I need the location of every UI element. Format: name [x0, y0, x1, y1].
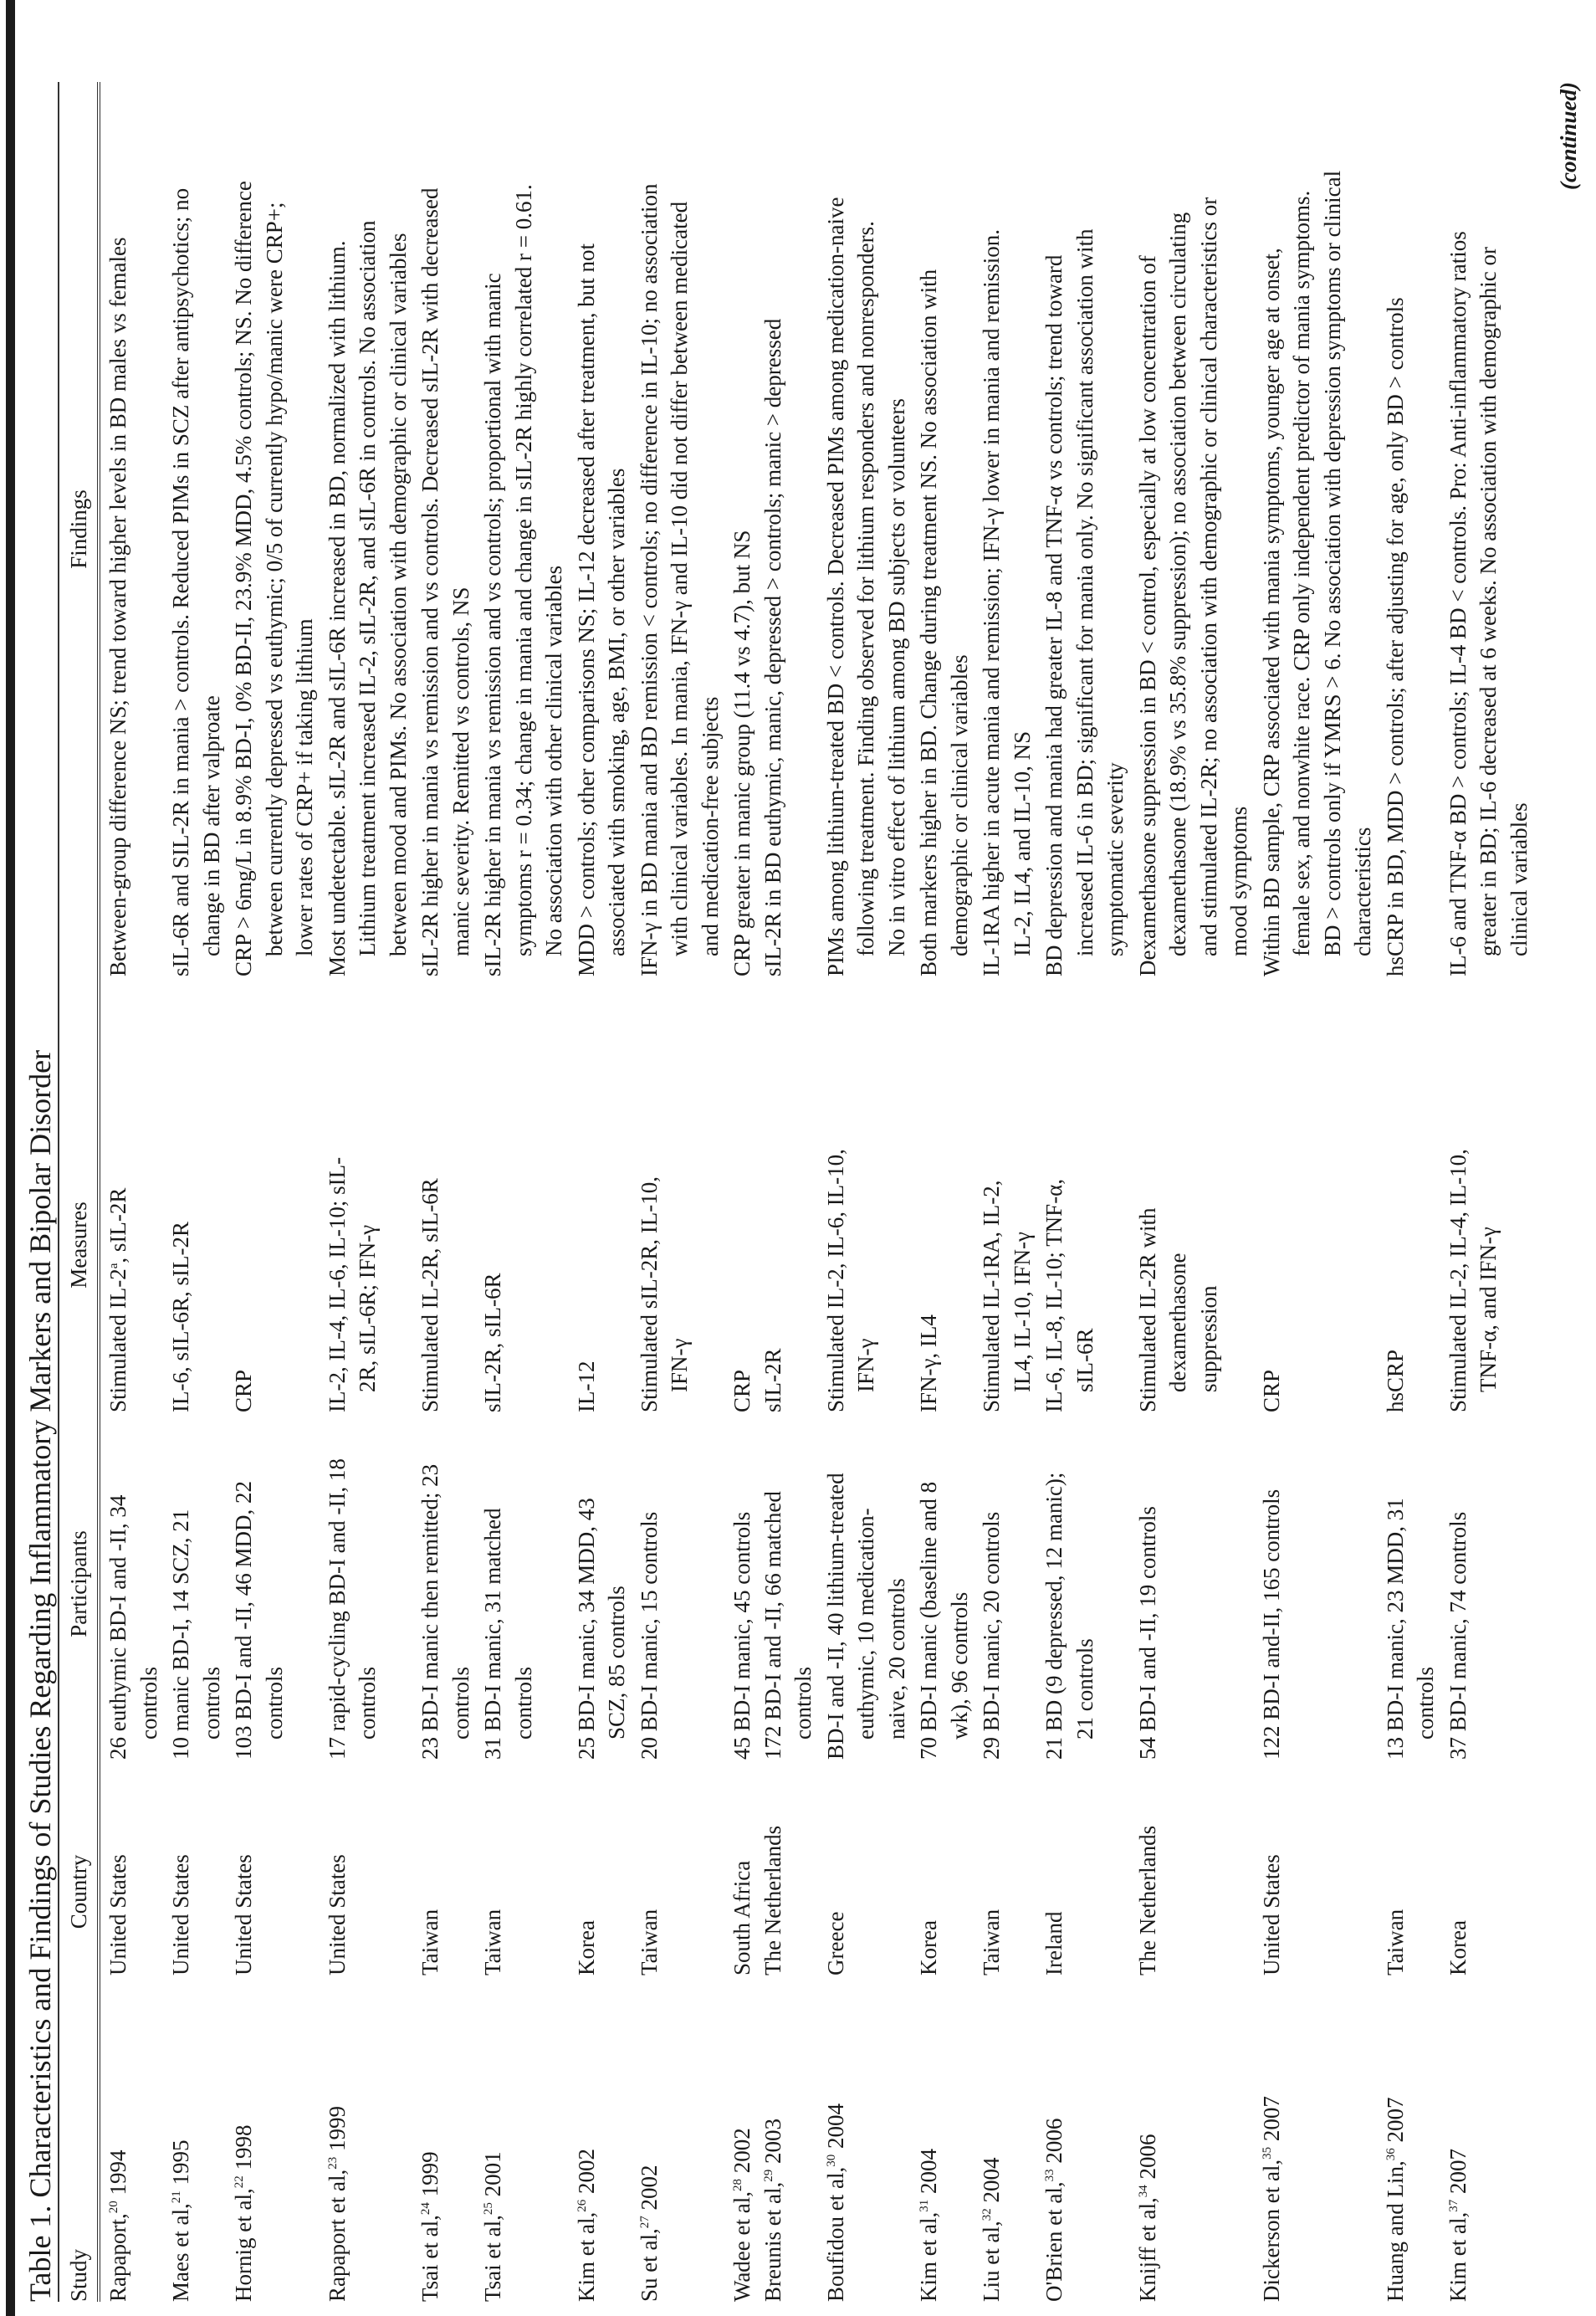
- country-cell: United States: [324, 1854, 350, 1975]
- participants-line: controls: [355, 1667, 380, 1740]
- participants-cell: [228, 1412, 320, 1760]
- participants-line: 37 BD-I manic, 74 controls: [1445, 1511, 1471, 1760]
- findings-cell: [1443, 82, 1535, 976]
- table-row: [1038, 82, 1132, 2302]
- table-row: [820, 82, 913, 2302]
- table-row: [165, 82, 228, 2302]
- country-cell: Taiwan: [417, 1909, 442, 1975]
- findings-line: CRP > 6mg/L in 8.9% BD-I, 0% BD-II, 23.9% MDD, 4.5% controls; NS. No difference: [231, 181, 256, 976]
- measures-line: IL-12: [573, 1360, 599, 1412]
- header-findings: Findings: [66, 489, 91, 569]
- country-cell: The Netherlands: [1134, 1825, 1160, 1975]
- findings-cell: [103, 82, 164, 976]
- findings-line: Within BD sample, CRP associated with mania symptoms, younger age at onset,: [1258, 248, 1284, 976]
- findings-line: characteristics: [1350, 827, 1375, 956]
- table-row: [913, 82, 975, 2302]
- reference-number: 35: [1260, 2146, 1274, 2160]
- country-cell: Korea: [1445, 1920, 1471, 1975]
- findings-line: between currently depressed vs euthymic; 0/5 of currently hypo/manic were CRP+;: [261, 202, 287, 956]
- findings-line: between mood and PIMs. No association with demographic or clinical variables: [385, 233, 411, 956]
- reference-number: 37: [1446, 2199, 1460, 2212]
- measures-line: IFN-γ, IL4: [916, 1314, 941, 1412]
- findings-line: change in BD after valproate: [198, 695, 224, 956]
- header-study: Study: [66, 2248, 91, 2302]
- findings-cell: [1256, 82, 1379, 976]
- findings-line: and medication-free subjects: [697, 696, 723, 956]
- findings-line: sIL-2R higher in mania vs remission and vs controls. Decreased sIL-2R with decreased: [417, 187, 442, 976]
- measures-cell: [1380, 976, 1441, 1412]
- study-cell: Hornig et al,$^{22}$ 1998: [231, 2124, 256, 2302]
- participants-line: 10 manic BD-I, 14 SCZ, 21: [168, 1509, 193, 1760]
- country-cell: Korea: [573, 1920, 599, 1975]
- participants-line: controls: [1413, 1667, 1438, 1740]
- findings-line: Dexamethasone suppression in BD < control, especially at low concentration of: [1134, 255, 1160, 976]
- participants-cell: [571, 1412, 632, 1760]
- participants-cell: [1256, 1412, 1379, 1760]
- findings-line: Between-group difference NS; trend toward higher levels in BD males vs females: [105, 237, 130, 976]
- measures-line: TNF-α, and IFN-γ: [1476, 1227, 1501, 1392]
- table-row: [228, 82, 321, 2302]
- participants-cell: [1039, 1412, 1131, 1760]
- header-country: Country: [66, 1854, 91, 1929]
- country-cell: The Netherlands: [760, 1825, 785, 1975]
- country-cell: South Africa: [729, 1860, 755, 1975]
- measures-cell: [228, 976, 320, 1412]
- study-cell: Kim et al,$^{26}$ 2002: [573, 2149, 599, 2302]
- findings-line: female sex, and nonwhite race. CRP only independent predictor of mania symptoms.: [1289, 190, 1314, 956]
- findings-line: Both markers higher in BD. Change during treatment NS. No association with: [916, 269, 941, 976]
- findings-line: IL-1RA higher in acute mania and remission; IFN-γ lower in mania and remission.: [979, 229, 1004, 976]
- study-cell: Huang and Lin,$^{36}$ 2007: [1382, 2097, 1408, 2302]
- participants-cell: [166, 1412, 227, 1760]
- participants-cell: [415, 1412, 476, 1760]
- participants-line: 45 BD-I manic, 45 controls: [729, 1511, 755, 1760]
- measures-cell: [913, 976, 974, 1412]
- measures-cell: [727, 976, 758, 1412]
- reference-number: 21: [170, 2190, 183, 2204]
- measures-cell: [821, 976, 913, 1412]
- measures-line: Stimulated IL-2R, sIL-6R: [417, 1178, 442, 1412]
- findings-cell: [415, 82, 476, 976]
- participants-line: controls: [136, 1667, 161, 1740]
- participants-line: controls: [790, 1667, 816, 1740]
- measures-line: suppression: [1195, 1285, 1221, 1392]
- participants-line: controls: [448, 1667, 473, 1740]
- participants-line: 17 rapid-cycling BD-I and -II, 18: [324, 1458, 350, 1760]
- study-cell: Breunis et al,$^{29}$ 2003: [760, 2119, 785, 2302]
- measures-line: IL-2, IL-4, IL-6, IL-10; sIL-: [324, 1156, 350, 1412]
- participants-line: 21 controls: [1072, 1638, 1097, 1740]
- findings-line: with clinical variables. In mania, IFN-γ and IL-10 did not differ between medicated: [667, 201, 692, 956]
- findings-line: sIL-6R and SIL-2R in mania > controls. Reduced PIMs in SCZ after antipsychotics; no: [168, 187, 193, 976]
- reference-number: 30: [824, 2154, 838, 2167]
- participants-line: controls: [261, 1667, 287, 1740]
- participants-line: euthymic, 10 medication-: [853, 1508, 878, 1740]
- table-row: [1379, 82, 1442, 2302]
- findings-cell: [1039, 82, 1131, 976]
- findings-line: Most undetectable. sIL-2R and sIL-6R increased in BD, normalized with lithium.: [324, 240, 350, 976]
- findings-cell: [913, 82, 974, 976]
- header-measures: Measures: [66, 1202, 91, 1289]
- findings-line: IFN-γ in BD mania and BD remission < controls; no difference in IL-10; no association: [636, 183, 662, 976]
- participants-line: 13 BD-I manic, 23 MDD, 31: [1382, 1498, 1408, 1760]
- study-cell: Rapaport et al,$^{23}$ 1999: [324, 2106, 350, 2302]
- findings-line: IL-6 and TNF-α BD > controls; IL-4 BD < controls. Pro: Anti-inflammatory ratios: [1445, 231, 1471, 976]
- measures-cell: [322, 976, 414, 1412]
- measures-line: Stimulated IL-2R with: [1134, 1207, 1160, 1412]
- measures-line: IFN-γ: [667, 1338, 692, 1392]
- reference-number: 32: [980, 2208, 994, 2221]
- participants-line: 54 BD-I and -II, 19 controls: [1134, 1506, 1160, 1760]
- measures-line: Stimulated IL-2, IL-4, IL-10,: [1445, 1149, 1471, 1412]
- participants-cell: [1443, 1412, 1535, 1760]
- continued-note: (continued): [1556, 82, 1581, 191]
- findings-line: and stimulated IL-2R; no association with demographic or clinical characteristics or: [1195, 197, 1221, 956]
- findings-cell: [1133, 82, 1255, 976]
- findings-line: Lithium treatment increased IL-2, sIL-2R, and sIL-6R in controls. No association: [355, 220, 380, 956]
- study-cell: Kim et al,$^{37}$ 2007: [1445, 2149, 1471, 2302]
- participants-line: 23 BD-I manic then remitted; 23: [417, 1463, 442, 1760]
- findings-line: PIMs among lithium-treated BD < controls. Decreased PIMs among medication-naive: [822, 197, 848, 976]
- findings-cell: [571, 82, 632, 976]
- measures-line: sIL-6R: [1072, 1328, 1097, 1392]
- participants-cell: [1133, 1412, 1255, 1760]
- table-row: [477, 82, 570, 2302]
- table-title: Table 1. Characteristics and Findings of Studies Regarding Inflammatory Markers and Bipolar Disorder: [23, 1049, 57, 2302]
- table-row: [102, 82, 165, 2302]
- findings-line: IL-2, IL4, and IL-10, NS: [1009, 730, 1035, 956]
- measures-cell: [103, 976, 164, 1412]
- reference-number: 22: [233, 2175, 246, 2189]
- country-cell: Taiwan: [1382, 1909, 1408, 1975]
- findings-cell: [1380, 82, 1441, 976]
- measures-line: IFN-γ: [853, 1338, 878, 1392]
- findings-line: following treatment. Finding observed for lithium responders and nonresponders.: [853, 221, 878, 956]
- findings-line: BD > controls only if YMRS > 6. No association with depression symptoms or clinical: [1319, 170, 1345, 956]
- table-row: [321, 82, 415, 2302]
- findings-line: sIL-2R higher in mania vs remission and vs controls; proportional with manic: [480, 273, 505, 976]
- reference-number: 28: [731, 2179, 744, 2191]
- findings-cell: [727, 82, 758, 976]
- reference-number: 23: [325, 2156, 340, 2170]
- country-cell: Taiwan: [979, 1909, 1004, 1975]
- measures-cell: [1443, 976, 1535, 1412]
- findings-cell: [976, 82, 1037, 976]
- participants-cell: [913, 1412, 974, 1760]
- reference-number: 24: [419, 2202, 432, 2216]
- measures-line: IL-6, IL-8, IL-10; TNF-α,: [1041, 1178, 1067, 1412]
- table-body: [102, 82, 1535, 2302]
- measures-line: Stimulated IL-2$^a$, sIL-2R: [105, 1187, 130, 1412]
- header-participants: Participants: [66, 1530, 91, 1637]
- participants-line: 70 BD-I manic (baseline and 8: [916, 1481, 941, 1760]
- participants-line: 172 BD-I and -II, 66 matched: [760, 1491, 785, 1760]
- reference-number: 26: [575, 2199, 589, 2212]
- participants-cell: [634, 1412, 726, 1760]
- participants-cell: [478, 1412, 570, 1760]
- findings-line: increased IL-6 in BD; significant for mania only. No significant association with: [1072, 228, 1097, 956]
- country-cell: Taiwan: [480, 1909, 505, 1975]
- country-cell: United States: [168, 1854, 193, 1975]
- country-cell: Ireland: [1041, 1911, 1067, 1975]
- findings-cell: [634, 82, 726, 976]
- participants-line: 122 BD-I and-II, 165 controls: [1258, 1488, 1284, 1760]
- table-row: [726, 82, 758, 2302]
- table-row: [1442, 82, 1536, 2302]
- study-cell: Liu et al,$^{32}$ 2004: [979, 2157, 1004, 2302]
- reference-number: 27: [637, 2216, 652, 2229]
- measures-line: hsCRP: [1382, 1349, 1408, 1412]
- measures-line: IL-6, sIL-6R, sIL-2R: [168, 1222, 193, 1412]
- study-cell: Tsai et al,$^{25}$ 2001: [480, 2151, 505, 2302]
- participants-cell: [1380, 1412, 1441, 1760]
- top-rule-band: [6, 0, 15, 2316]
- study-cell: Boufidou et al,$^{30}$ 2004: [822, 2103, 848, 2302]
- country-cell: Greece: [822, 1911, 848, 1975]
- reference-number: 33: [1043, 2169, 1056, 2182]
- participants-cell: [727, 1412, 758, 1760]
- study-cell: Rapaport,$^{20}$ 1994: [105, 2149, 130, 2302]
- findings-line: symptomatic severity: [1102, 762, 1128, 956]
- participants-cell: [976, 1412, 1037, 1760]
- participants-line: 103 BD-I and -II, 46 MDD, 22: [231, 1481, 256, 1760]
- participants-line: wk), 96 controls: [946, 1591, 972, 1740]
- title-rule: [58, 82, 59, 2302]
- measures-cell: [571, 976, 632, 1412]
- measures-cell: [478, 976, 570, 1412]
- measures-cell: [634, 976, 726, 1412]
- reference-number: 29: [761, 2169, 775, 2182]
- table-row: [975, 82, 1038, 2302]
- participants-cell: [758, 1412, 819, 1760]
- participants-line: naive, 20 controls: [883, 1578, 909, 1740]
- study-cell: O'Brien et al,$^{33}$ 2006: [1041, 2118, 1067, 2302]
- measures-cell: [758, 976, 819, 1412]
- findings-line: manic severity. Remitted vs controls, NS: [448, 587, 473, 956]
- measures-line: Stimulated sIL-2R, IL-10,: [636, 1176, 662, 1412]
- measures-line: CRP: [729, 1369, 755, 1412]
- participants-line: BD-I and -II, 40 lithium-treated: [822, 1473, 848, 1760]
- participants-line: 26 euthymic BD-I and -II, 34: [105, 1494, 130, 1760]
- participants-line: 21 BD (9 depressed, 12 manic);: [1041, 1472, 1067, 1760]
- table-row: [1132, 82, 1256, 2302]
- reference-number: 34: [1136, 2185, 1150, 2198]
- findings-line: lower rates of CRP+ if taking lithium: [292, 618, 317, 956]
- footnote-marker: a: [107, 1263, 120, 1269]
- table-row: [570, 82, 633, 2302]
- table-row: [758, 82, 820, 2302]
- findings-line: No in vitro effect of lithium among BD subjects or volunteers: [883, 398, 909, 956]
- findings-line: demographic or clinical variables: [946, 654, 972, 956]
- measures-line: Stimulated IL-2, IL-6, IL-10,: [822, 1149, 848, 1412]
- reference-number: 36: [1384, 2148, 1398, 2161]
- participants-line: SCZ, 85 controls: [604, 1586, 629, 1740]
- participants-cell: [103, 1412, 164, 1760]
- header-rule: [97, 82, 100, 2302]
- measures-cell: [1256, 976, 1379, 1412]
- measures-line: IL4, IL-10, IFN-γ: [1009, 1232, 1035, 1392]
- measures-cell: [1039, 976, 1131, 1412]
- country-cell: United States: [105, 1854, 130, 1975]
- study-cell: Kim et al,$^{31}$ 2004: [916, 2149, 941, 2302]
- measures-line: CRP: [231, 1369, 256, 1412]
- findings-line: greater in BD; IL-6 decreased at 6 weeks. No association with demographic or: [1476, 247, 1501, 956]
- findings-cell: [821, 82, 913, 976]
- measures-cell: [1133, 976, 1255, 1412]
- participants-line: 29 BD-I manic, 20 controls: [979, 1511, 1004, 1760]
- table-row: [1256, 82, 1379, 2302]
- findings-cell: [758, 82, 819, 976]
- table-row: [633, 82, 727, 2302]
- participants-cell: [821, 1412, 913, 1760]
- country-cell: United States: [1258, 1854, 1284, 1975]
- measures-line: CRP: [1258, 1369, 1284, 1412]
- measures-line: 2R, sIL-6R; IFN-γ: [355, 1224, 380, 1392]
- findings-line: mood symptoms: [1226, 806, 1251, 956]
- findings-cell: [322, 82, 414, 976]
- study-cell: Knijff et al,$^{34}$ 2006: [1134, 2134, 1160, 2302]
- findings-cell: [166, 82, 227, 976]
- participants-line: controls: [198, 1667, 224, 1740]
- findings-line: sIL-2R in BD euthymic, manic, depressed > controls; manic > depressed: [760, 318, 785, 976]
- findings-line: symptoms r = 0.34; change in mania and change in sIL-2R highly correlated r = 0.61.: [510, 184, 536, 956]
- findings-line: BD depression and mania had greater IL-8 and TNF-α vs controls; trend toward: [1041, 254, 1067, 976]
- findings-line: MDD > controls; other comparisons NS; IL-12 decreased after treatment, but not: [573, 243, 599, 976]
- reference-number: 25: [482, 2202, 495, 2216]
- measures-line: Stimulated IL-1RA, IL-2,: [979, 1180, 1004, 1412]
- findings-line: CRP greater in manic group (11.4 vs 4.7), but NS: [729, 530, 755, 976]
- reference-number: 20: [107, 2201, 120, 2214]
- country-cell: United States: [231, 1854, 256, 1975]
- measures-cell: [166, 976, 227, 1412]
- findings-cell: [228, 82, 320, 976]
- findings-cell: [478, 82, 570, 976]
- participants-line: 20 BD-I manic, 15 controls: [636, 1511, 662, 1760]
- participants-line: 25 BD-I manic, 34 MDD, 43: [573, 1498, 599, 1760]
- measures-line: sIL-2R, sIL-6R: [480, 1273, 505, 1412]
- findings-line: clinical variables: [1506, 802, 1532, 956]
- measures-line: dexamethasone: [1165, 1253, 1190, 1392]
- study-cell: Su et al,$^{27}$ 2002: [636, 2165, 662, 2302]
- measures-cell: [976, 976, 1037, 1412]
- measures-cell: [415, 976, 476, 1412]
- study-cell: Maes et al,$^{21}$ 1995: [168, 2139, 193, 2302]
- findings-line: dexamethasone (18.9% vs 35.8% suppression); no association between circulating: [1165, 212, 1190, 956]
- country-cell: Taiwan: [636, 1909, 662, 1975]
- findings-line: hsCRP in BD, MDD > controls; after adjusting for age, only BD > controls: [1382, 297, 1408, 976]
- measures-line: sIL-2R: [760, 1348, 785, 1412]
- study-cell: Wadee et al,$^{28}$ 2002: [729, 2128, 755, 2302]
- study-cell: Dickerson et al,$^{35}$ 2007: [1258, 2096, 1284, 2302]
- country-cell: Korea: [916, 1920, 941, 1975]
- participants-cell: [322, 1412, 414, 1760]
- reference-number: 31: [918, 2199, 931, 2212]
- findings-line: associated with smoking, age, BMI, or other variables: [604, 468, 629, 956]
- table-row: [414, 82, 477, 2302]
- participants-line: controls: [510, 1667, 536, 1740]
- participants-line: 31 BD-I manic, 31 matched: [480, 1508, 505, 1760]
- study-cell: Tsai et al,$^{24}$ 1999: [417, 2151, 442, 2302]
- findings-line: No association with other clinical variables: [541, 565, 566, 956]
